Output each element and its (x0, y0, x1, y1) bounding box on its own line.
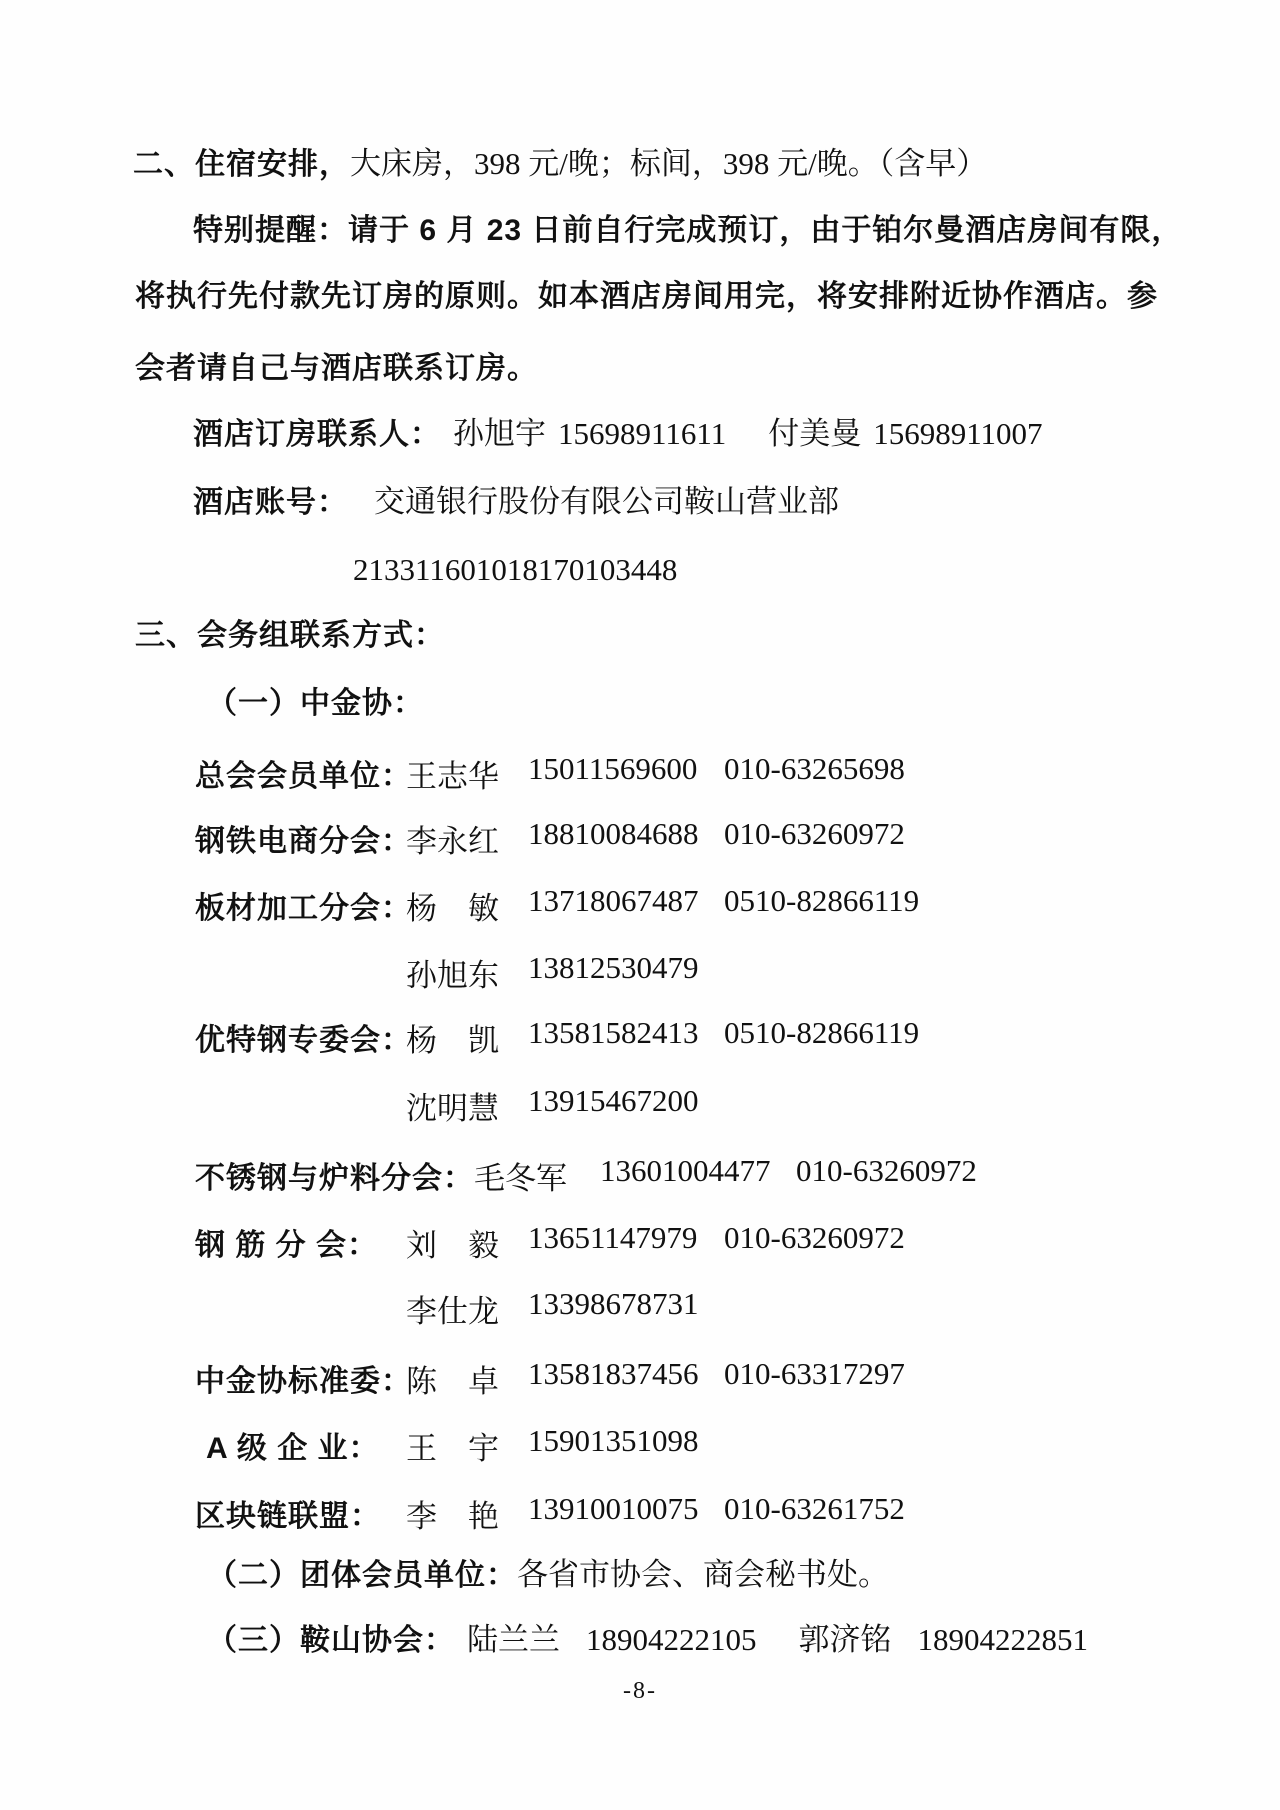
contact-phone: 13601004477 (600, 1153, 771, 1188)
reminder-line-3-text: 会者请自己与酒店联系订房。 (135, 352, 538, 385)
reminder-line-2 (135, 279, 1158, 315)
hotel-booking-contact-label: 酒店订房联系人： (193, 418, 441, 451)
contact-phone: 15011569600 (528, 751, 698, 786)
contact-name: 沈明慧 (406, 1091, 499, 1126)
contact-name: 刘 毅 (406, 1228, 499, 1263)
contact-phone: 13651147979 (528, 1220, 698, 1255)
page-number: -8- (623, 1678, 657, 1704)
contact-name: 孙旭东 (406, 958, 499, 993)
contact-row (0, 1491, 1280, 1533)
contact-row (0, 950, 1280, 992)
hotel-account-number: 213311601018170103448 (353, 552, 678, 587)
contact-row (0, 1153, 1280, 1195)
contact-label: 钢铁电商分会： (195, 825, 412, 858)
hotel-booking-contact-phone-2: 15698911007 (873, 416, 1043, 451)
contact-phone: 13718067487 (528, 883, 699, 918)
hotel-account-line (193, 483, 839, 521)
committee-heading-text: 三、会务组联系方式： (135, 619, 445, 652)
contact-name: 陈 卓 (406, 1364, 499, 1399)
reminder-line-3 (135, 351, 538, 387)
contact-phone: 13910010075 (528, 1491, 699, 1526)
committee-group2-value: 各省市协会、商会秘书处。 (517, 1557, 889, 1592)
contact-tel: 010-63260972 (724, 816, 905, 851)
contact-name: 李 艳 (406, 1499, 499, 1534)
contact-phone: 13581837456 (528, 1356, 699, 1391)
contact-name: 李永红 (406, 824, 499, 859)
contact-row (0, 1286, 1280, 1328)
hotel-booking-contact-name-1: 孙旭宇 (453, 416, 546, 451)
accommodation-heading-label: 二、住宿安排， (133, 148, 350, 181)
hotel-account-bank-name: 交通银行股份有限公司鞍山营业部 (374, 484, 839, 519)
contact-name: 毛冬军 (474, 1161, 567, 1196)
contact-phone: 18810084688 (528, 816, 699, 851)
contact-tel: 010-63260972 (724, 1220, 905, 1255)
contact-phone: 13581582413 (528, 1015, 699, 1050)
hotel-booking-contact-line (193, 415, 1043, 453)
committee-group3-phone-2: 18904222851 (917, 1622, 1088, 1657)
committee-heading (135, 618, 445, 654)
contact-row (0, 1015, 1280, 1057)
contact-tel: 0510-82866119 (724, 1015, 920, 1050)
contact-phone: 13812530479 (528, 950, 699, 985)
contact-row (0, 1083, 1280, 1125)
contact-phone: 15901351098 (528, 1423, 699, 1458)
reminder-line-1-text: 特别提醒：请于 6 月 23 日前自行完成预订，由于铂尔曼酒店房间有限， (193, 214, 1183, 247)
committee-group3-name-2: 郭济铭 (798, 1622, 892, 1657)
contact-name: 杨 敏 (406, 891, 499, 926)
contact-tel: 010-63265698 (724, 751, 905, 786)
contact-label: 优特钢专委会： (195, 1024, 412, 1057)
committee-group3-label: （三）鞍山协会： (207, 1624, 455, 1657)
contact-tel: 010-63317297 (724, 1356, 905, 1391)
contact-label: 区块链联盟： (195, 1500, 381, 1533)
contact-label: A 级 企 业： (206, 1432, 380, 1465)
committee-group2-label: （二）团体会员单位： (207, 1559, 517, 1592)
contact-label: 不锈钢与炉料分会： (195, 1162, 474, 1195)
hotel-booking-contact-phone-1: 15698911611 (558, 416, 727, 451)
contact-name: 李仕龙 (406, 1294, 499, 1329)
contact-row (0, 816, 1280, 858)
committee-group1-heading-text: （一）中金协： (207, 687, 424, 720)
contact-phone: 13398678731 (528, 1286, 699, 1321)
accommodation-heading (133, 145, 987, 183)
contact-tel: 0510-82866119 (724, 883, 920, 918)
committee-group2-line (207, 1556, 889, 1594)
contact-label: 钢 筋 分 会： (195, 1229, 379, 1262)
contact-phone: 13915467200 (528, 1083, 699, 1118)
committee-group1-heading (207, 686, 424, 722)
contact-row (0, 1220, 1280, 1262)
hotel-booking-contact-name-2: 付美曼 (768, 416, 862, 451)
contact-label: 板材加工分会： (195, 892, 412, 925)
hotel-account-number-line (353, 551, 677, 588)
contact-name: 王 宇 (406, 1431, 499, 1466)
contact-name: 王志华 (406, 759, 499, 794)
contact-row (0, 751, 1280, 793)
accommodation-heading-detail: 大床房，398 元/晚；标间，398 元/晚。（含早） (350, 146, 988, 181)
contact-tel: 010-63261752 (724, 1491, 905, 1526)
hotel-account-label: 酒店账号： (193, 486, 348, 519)
reminder-line-1 (193, 213, 1182, 249)
contact-row (0, 1423, 1280, 1465)
committee-group3-phone-1: 18904222105 (586, 1622, 757, 1657)
contact-name: 杨 凯 (406, 1023, 499, 1058)
contact-label: 中金协标准委： (195, 1365, 412, 1398)
contact-tel: 010-63260972 (796, 1153, 977, 1188)
contact-label: 总会会员单位： (195, 760, 412, 793)
contact-row (0, 1356, 1280, 1398)
committee-group3-name-1: 陆兰兰 (467, 1622, 560, 1657)
contact-row (0, 883, 1280, 925)
committee-group3-line (207, 1621, 1088, 1659)
reminder-line-2-text: 将执行先付款先订房的原则。如本酒店房间用完，将安排附近协作酒店。参 (135, 280, 1158, 313)
